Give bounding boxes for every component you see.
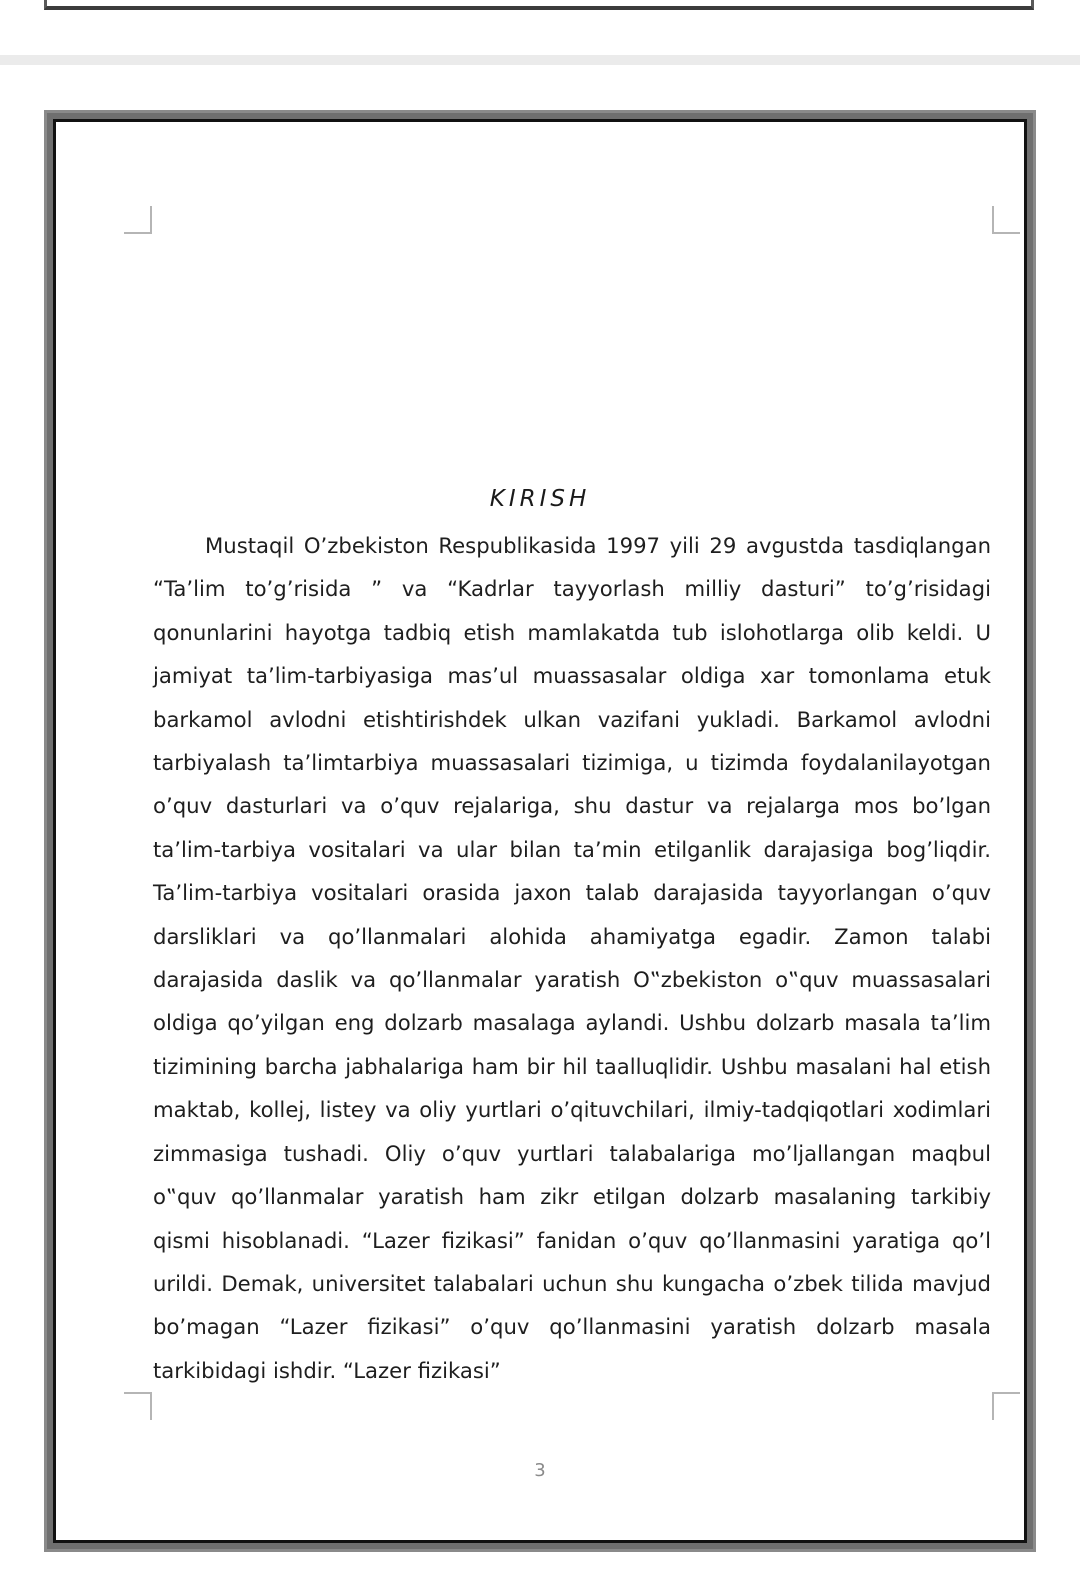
previous-page-bottom-edge [44,0,1034,10]
crop-mark-top-right [992,206,1020,234]
page-frame [44,110,1036,1552]
crop-mark-bottom-left [124,1392,152,1420]
crop-mark-top-left [124,206,152,234]
crop-mark-bottom-right [992,1392,1020,1420]
previous-page-area [0,0,1080,55]
page-number: 3 [534,1460,546,1481]
page-gap [0,55,1080,65]
section-heading: KIRISH [489,486,591,512]
body-paragraph: Mustaqil O’zbekiston Respublikasida 1997 yili 29 avgustda tasdiqlangan “Ta’lim to’g’risida ” va “Kadrlar tayyorlash milliy dasturi” to’g’risidagi qonunlarini hayotga tadbiq etish mamlakatda tub islohotlarga olib keldi. U jamiyat ta’lim-tarbiyasiga mas’ul muassasalar oldiga xar tomonlama etuk barkamol avlodni etishtirishdek ulkan vazifani yukladi. Barkamol avlodni tarbiyalash ta’limtarbiya muassasalari tizimiga, u tizimda foydalanilayotgan o’quv dasturlari va o’quv rejalariga, shu dastur va rejalarga mos bo’lgan ta’lim-tarbiya vositalari va ular bilan ta’min etilganlik darajasiga bog’liqdir. Ta’lim-tarbiya vositalari orasida jaxon talab darajasida tayyorlangan o’quv darsliklari va qo’llanmalari alohida ahamiyatga egadir. Zamon talabi darajasida daslik va qo’llanmalar yaratish O‟zbekiston o‟quv muassasalari oldiga qo’yilgan eng dolzarb masalaga aylandi. Ushbu dolzarb masala ta’lim tizimining barcha jabhalariga ham bir hil taalluqlidir. Ushbu masalani hal etish maktab, kollej, listey va oliy yurtlari o’qituvchilari, ilmiy-tadqiqotlari xodimlari zimmasiga tushadi. Oliy o’quv yurtlari talabalariga mo’ljallangan maqbul o‟quv qo’llanmalar yaratish ham zikr etilgan dolzarb masalaning tarkibiy qismi hisoblanadi. “Lazer fizikasi” fanidan o’quv qo’llanmasini yaratiga qo’l urildi. Demak, universitet talabalari uchun shu kungacha o’zbek tilida mavjud bo’magan “Lazer fizikasi” o’quv qo’llanmasini yaratish dolzarb masala tarkibidagi ishdir. “Lazer fizikasi” [153,533,991,1383]
page [53,119,1027,1543]
